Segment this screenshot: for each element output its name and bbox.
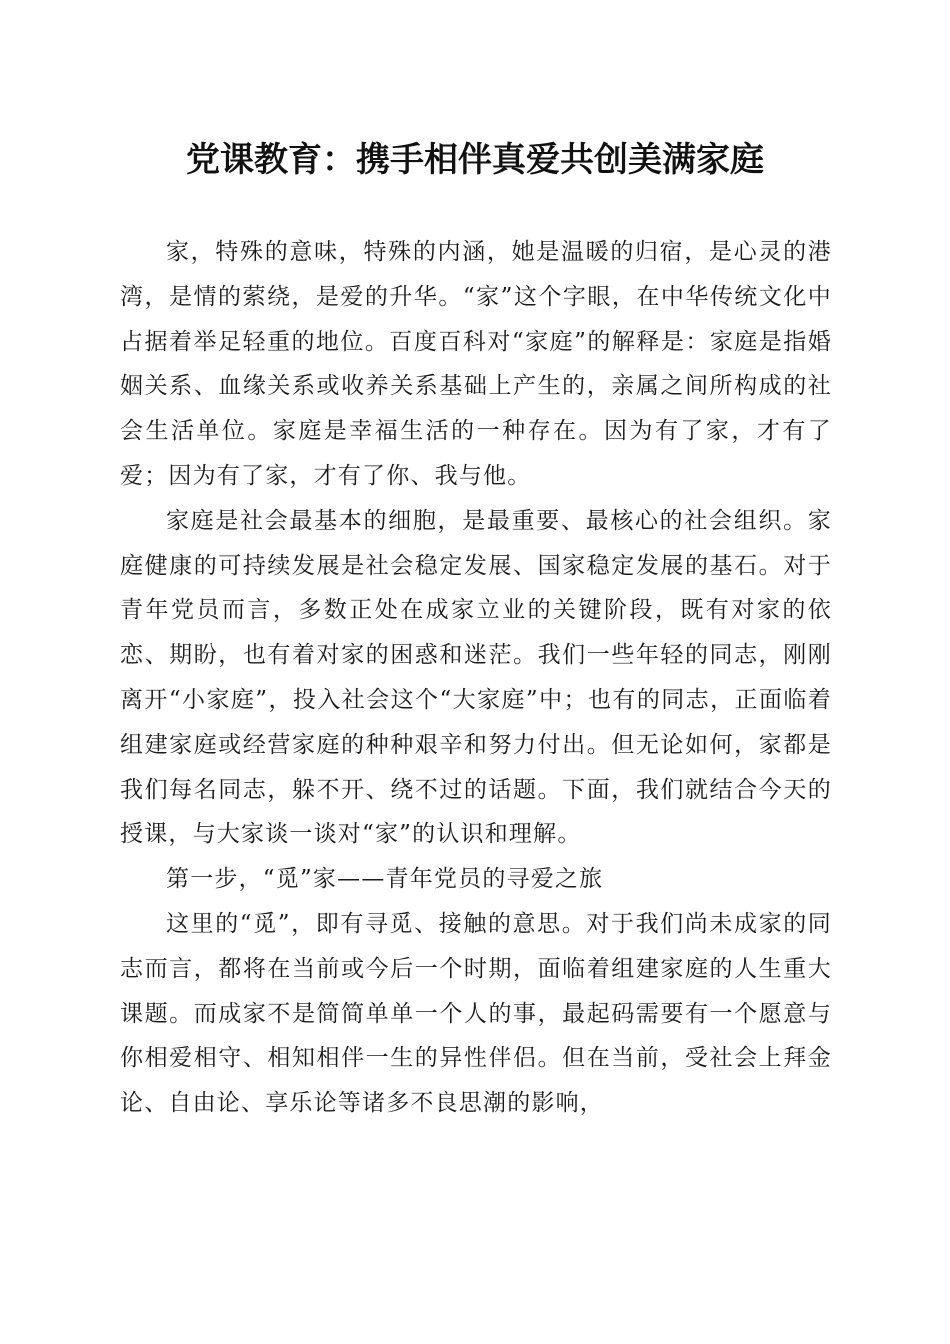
- paragraph-family-cell: 家庭是社会最基本的细胞，是最重要、最核心的社会组织。家庭健康的可持续发展是社会稳定发展、国家稳定发展的基石。对于青年党员而言，多数正处在成家立业的关键阶段，既有对家的依恋、期盼，也有着对家的困惑和迷茫。我们一些年轻的同志，刚刚离开“小家庭”，投入社会这个“大家庭”中；也有的同志，正面临着组建家庭或经营家庭的种种艰辛和努力付出。但无论如何，家都是我们每名同志，躲不开、绕不过的话题。下面，我们就结合今天的授课，与大家谈一谈对“家”的认识和理解。: [120, 507, 832, 848]
- section-heading-step-one: 第一步，“觅”家——青年党员的寻爱之旅: [166, 866, 604, 893]
- document-body: [120, 230, 832, 1126]
- paragraph-seeking: 这里的“觅”，即有寻觅、接触的意思。对于我们尚未成家的同志而言，都将在当前或今后一个时期，面临着组建家庭的人生重大课题。而成家不是简简单单一个人的事，最起码需要有一个愿意与你相爱相守、相知相伴一生的异性伴侣。但在当前，受社会上拜金论、自由论、享乐论等诸多不良思潮的影响，: [120, 910, 832, 1117]
- document-title: 党课教育：携手相伴真爱共创美满家庭: [186, 140, 764, 180]
- paragraph-intro: 家，特殊的意味，特殊的内涵，她是温暖的归宿，是心灵的港湾，是情的萦绕，是爱的升华。“家”这个字眼，在中华传统文化中占据着举足轻重的地位。百度百科对“家庭”的解释是：家庭是指婚姻关系、血缘关系或收养关系基础上产生的，亲属之间所构成的社会生活单位。家庭是幸福生活的一种存在。因为有了家，才有了爱；因为有了家，才有了你、我与他。: [120, 239, 832, 489]
